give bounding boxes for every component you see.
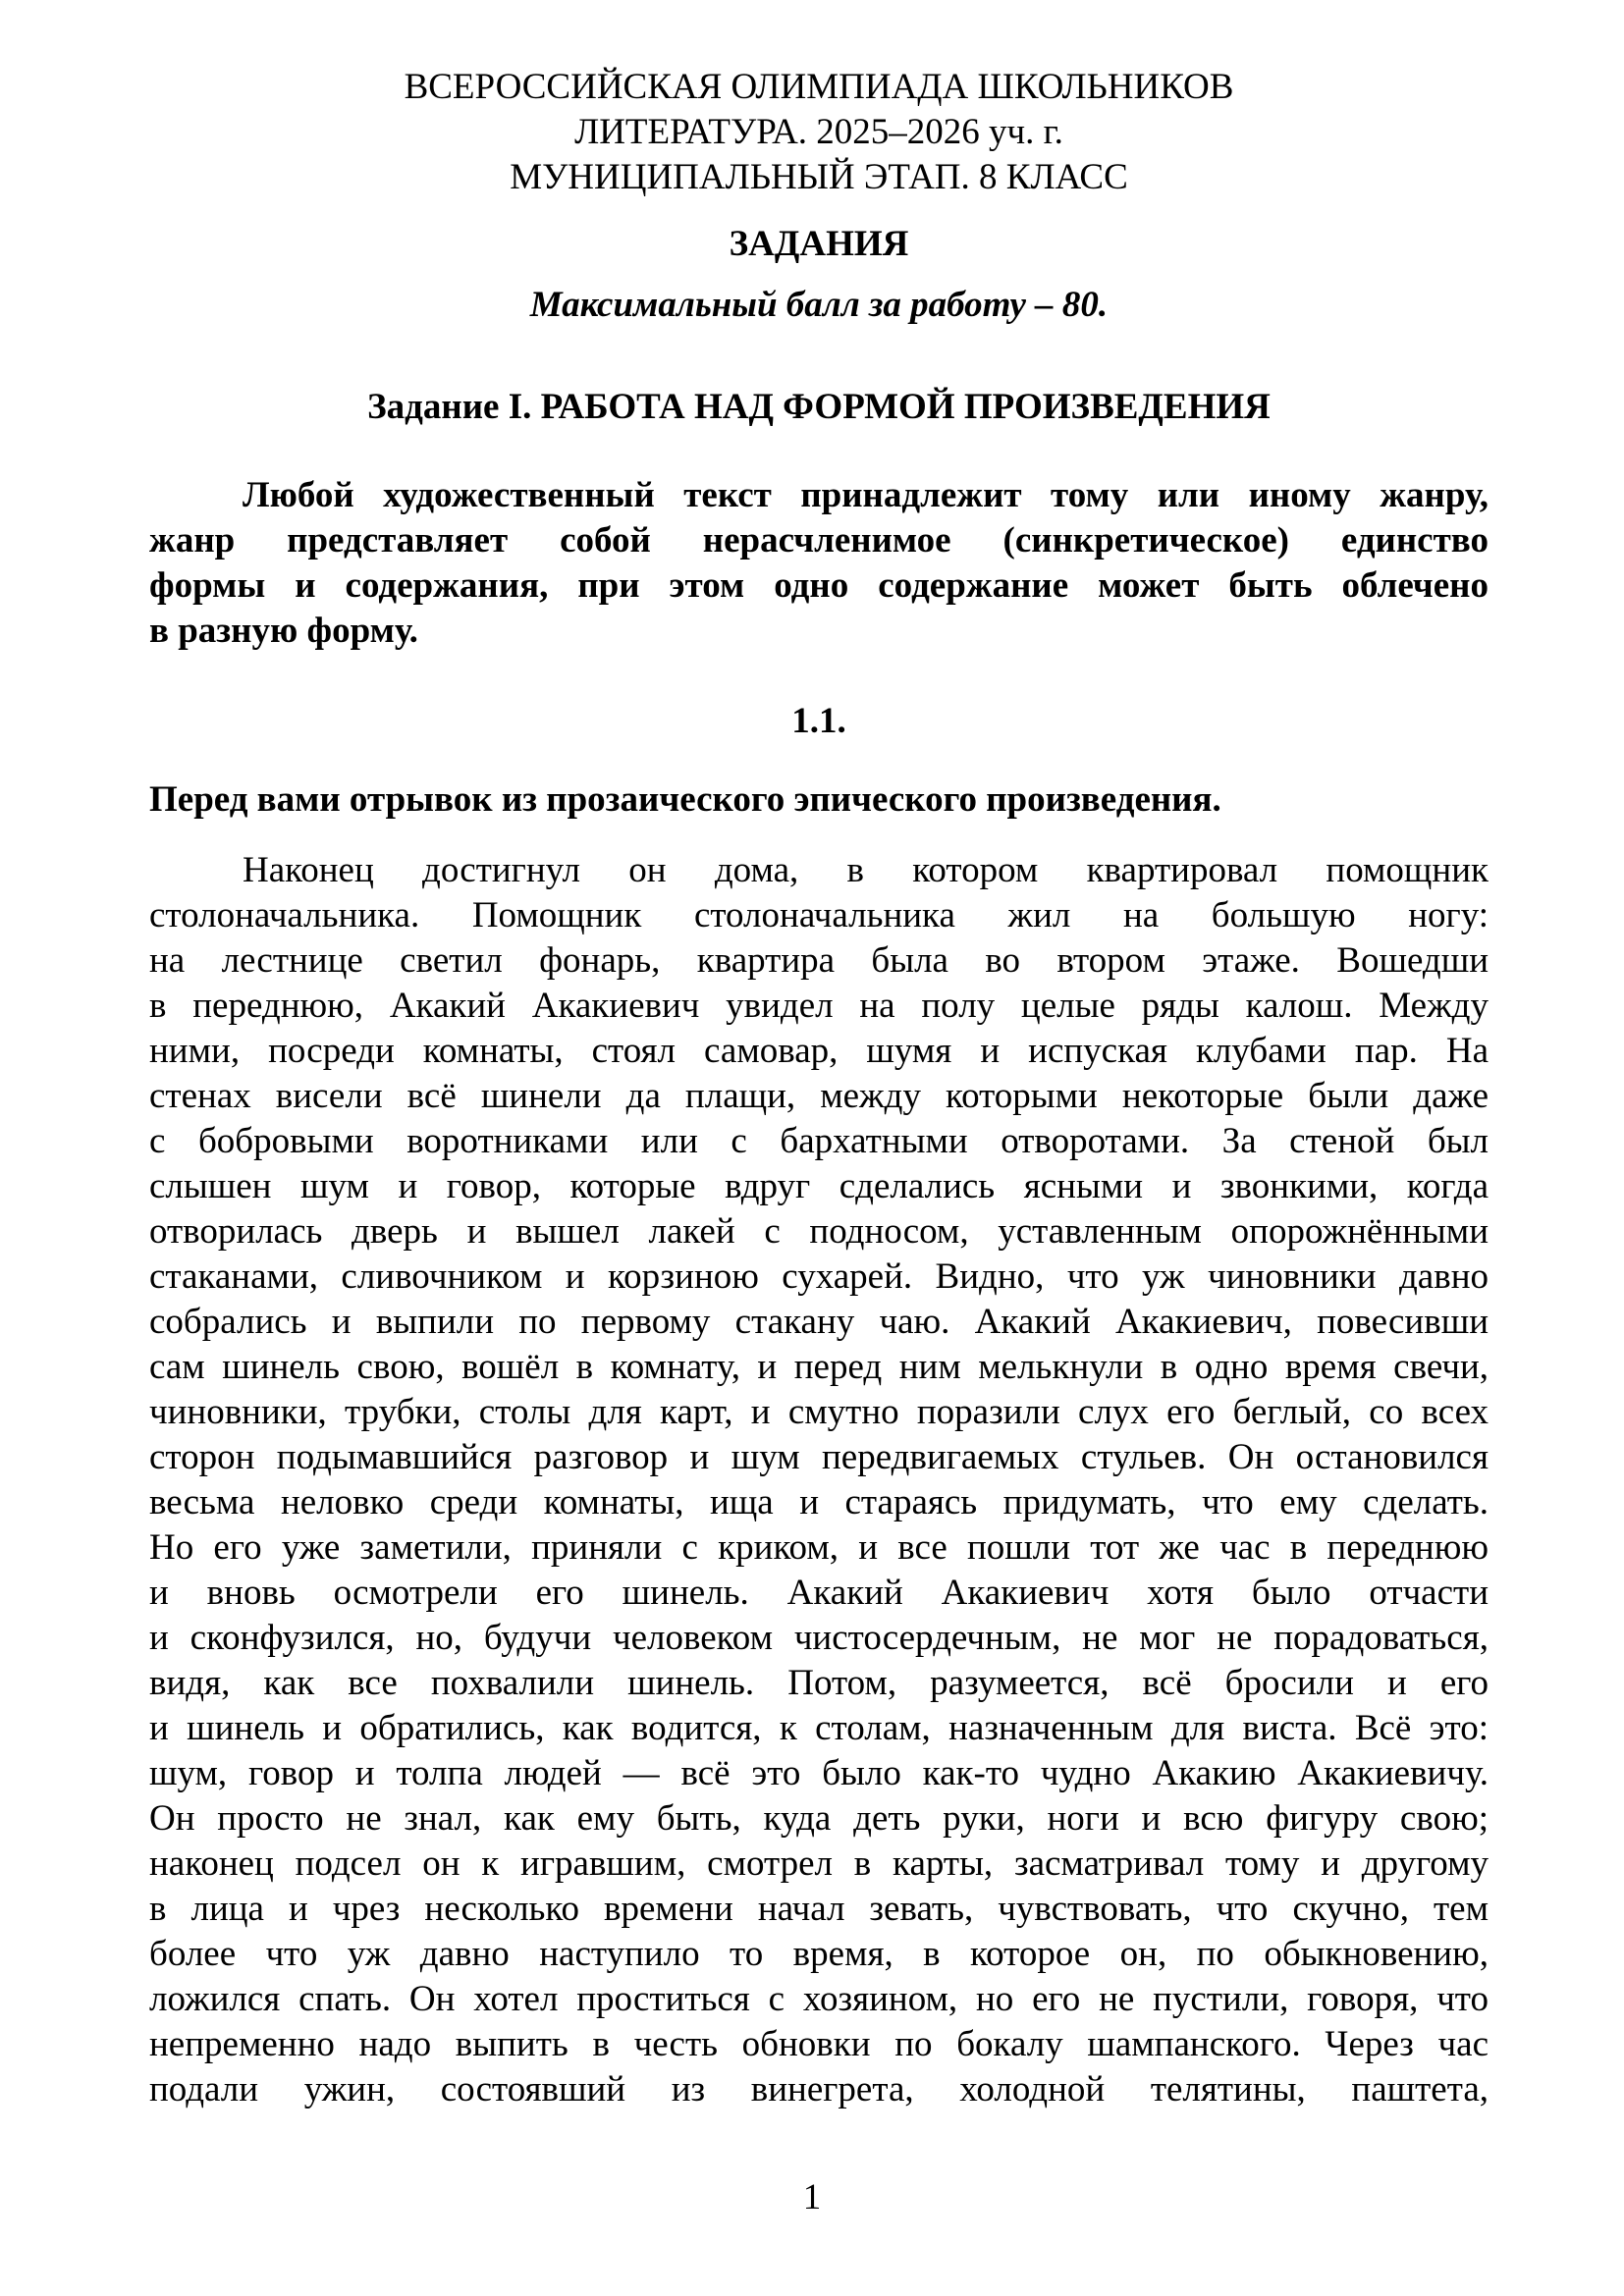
task1-intro-line: формы и содержания, при этом одно содержание может быть облечено bbox=[149, 565, 1489, 606]
passage-line: и вновь осмотрели его шинель. Акакий Акакиевич хотя было отчасти bbox=[149, 1573, 1489, 1613]
passage-line: в переднюю, Акакий Акакиевич увидел на полу целые ряды калош. Между bbox=[149, 986, 1489, 1026]
passage-line: сторон подымавшийся разговор и шум передвигаемых стульев. Он остановился bbox=[149, 1437, 1489, 1477]
task1-intro-line: в разную форму. bbox=[149, 611, 418, 651]
passage-line: стенах висели всё шинели да плащи, между которыми некоторые были даже bbox=[149, 1076, 1489, 1116]
page-number: 1 bbox=[802, 2177, 822, 2217]
task1-intro-line: Любой художественный текст принадлежит тому или иному жанру, bbox=[243, 475, 1489, 515]
passage-line: на лестнице светил фонарь, квартира была во втором этаже. Вошедши bbox=[149, 940, 1489, 981]
passage-line: непременно надо выпить в честь обновки по бокалу шампанского. Через час bbox=[149, 2024, 1489, 2064]
passage-line: слышен шум и говор, которые вдруг сделались ясными и звонкими, когда bbox=[149, 1166, 1489, 1206]
passage-line: чиновники, трубки, столы для карт, и смутно поразили слух его беглый, со всех bbox=[149, 1392, 1489, 1432]
passage-line: подали ужин, состоявший из винегрета, холодной телятины, паштета, bbox=[149, 2069, 1489, 2109]
passage-line: столоначальника. Помощник столоначальника жил на большую ногу: bbox=[149, 895, 1489, 935]
passage-line: отворилась дверь и вышел лакей с подносом, уставленным опорожнёнными bbox=[149, 1211, 1489, 1252]
passage-intro: Перед вами отрывок из прозаического эпического произведения. bbox=[149, 779, 1221, 820]
page-content bbox=[149, 65, 1489, 2112]
task1-heading: Задание I. РАБОТА НАД ФОРМОЙ ПРОИЗВЕДЕНИЯ bbox=[367, 387, 1271, 427]
passage-line: и шинель и обратились, как водится, к столам, назначенным для виста. Всё это: bbox=[149, 1708, 1489, 1748]
passage-line: ними, посреди комнаты, стоял самовар, шумя и испуская клубами пар. На bbox=[149, 1031, 1489, 1071]
passage-line: сам шинель свою, вошёл в комнату, и перед ним мелькнули в одно время свечи, bbox=[149, 1347, 1489, 1387]
max-score-line: Максимальный балл за работу – 80. bbox=[529, 285, 1109, 325]
passage-line: в лица и чрез несколько времени начал зевать, чувствовать, что скучно, тем bbox=[149, 1889, 1489, 1929]
doc-title-line-3: МУНИЦИПАЛЬНЫЙ ЭТАП. 8 КЛАСС bbox=[510, 157, 1128, 197]
passage-paragraph bbox=[149, 848, 1489, 2112]
doc-title-line-2: ЛИТЕРАТУРА. 2025–2026 уч. г. bbox=[574, 112, 1063, 152]
passage-line: Но его уже заметили, приняли с криком, и все пошли тот же час в переднюю bbox=[149, 1527, 1489, 1568]
passage-line: и сконфузился, но, будучи человеком чистосердечным, не мог не порадоваться, bbox=[149, 1618, 1489, 1658]
task1-intro-paragraph bbox=[149, 473, 1489, 654]
task1-intro-line: жанр представляет собой нерасчленимое (синкретическое) единство bbox=[149, 520, 1489, 561]
tasks-heading: ЗАДАНИЯ bbox=[729, 224, 909, 264]
passage-line: собрались и выпили по первому стакану чаю. Акакий Акакиевич, повесивши bbox=[149, 1302, 1489, 1342]
passage-line: наконец подсел он к игравшим, смотрел в карты, засматривал тому и другому bbox=[149, 1843, 1489, 1884]
subtask-number: 1.1. bbox=[791, 701, 846, 741]
passage-line: Он просто не знал, как ему быть, куда деть руки, ноги и всю фигуру свою; bbox=[149, 1798, 1489, 1839]
passage-line: Наконец достигнул он дома, в котором квартировал помощник bbox=[243, 850, 1489, 890]
doc-title-line-1: ВСЕРОССИЙСКАЯ ОЛИМПИАДА ШКОЛЬНИКОВ bbox=[404, 67, 1234, 107]
passage-line: ложился спать. Он хотел проститься с хозяином, но его не пустили, говоря, что bbox=[149, 1979, 1489, 2019]
passage-line: стаканами, сливочником и корзиною сухарей. Видно, что уж чиновники давно bbox=[149, 1256, 1489, 1297]
passage-line: видя, как все похвалили шинель. Потом, разумеется, всё бросили и его bbox=[149, 1663, 1489, 1703]
passage-line: с бобровыми воротниками или с бархатными отворотами. За стеной был bbox=[149, 1121, 1489, 1161]
passage-line: более что уж давно наступило то время, в которое он, по обыкновению, bbox=[149, 1934, 1489, 1974]
passage-line: весьма неловко среди комнаты, ища и стараясь придумать, что ему сделать. bbox=[149, 1482, 1489, 1522]
passage-line: шум, говор и толпа людей — всё это было как-то чудно Акакию Акакиевичу. bbox=[149, 1753, 1489, 1793]
